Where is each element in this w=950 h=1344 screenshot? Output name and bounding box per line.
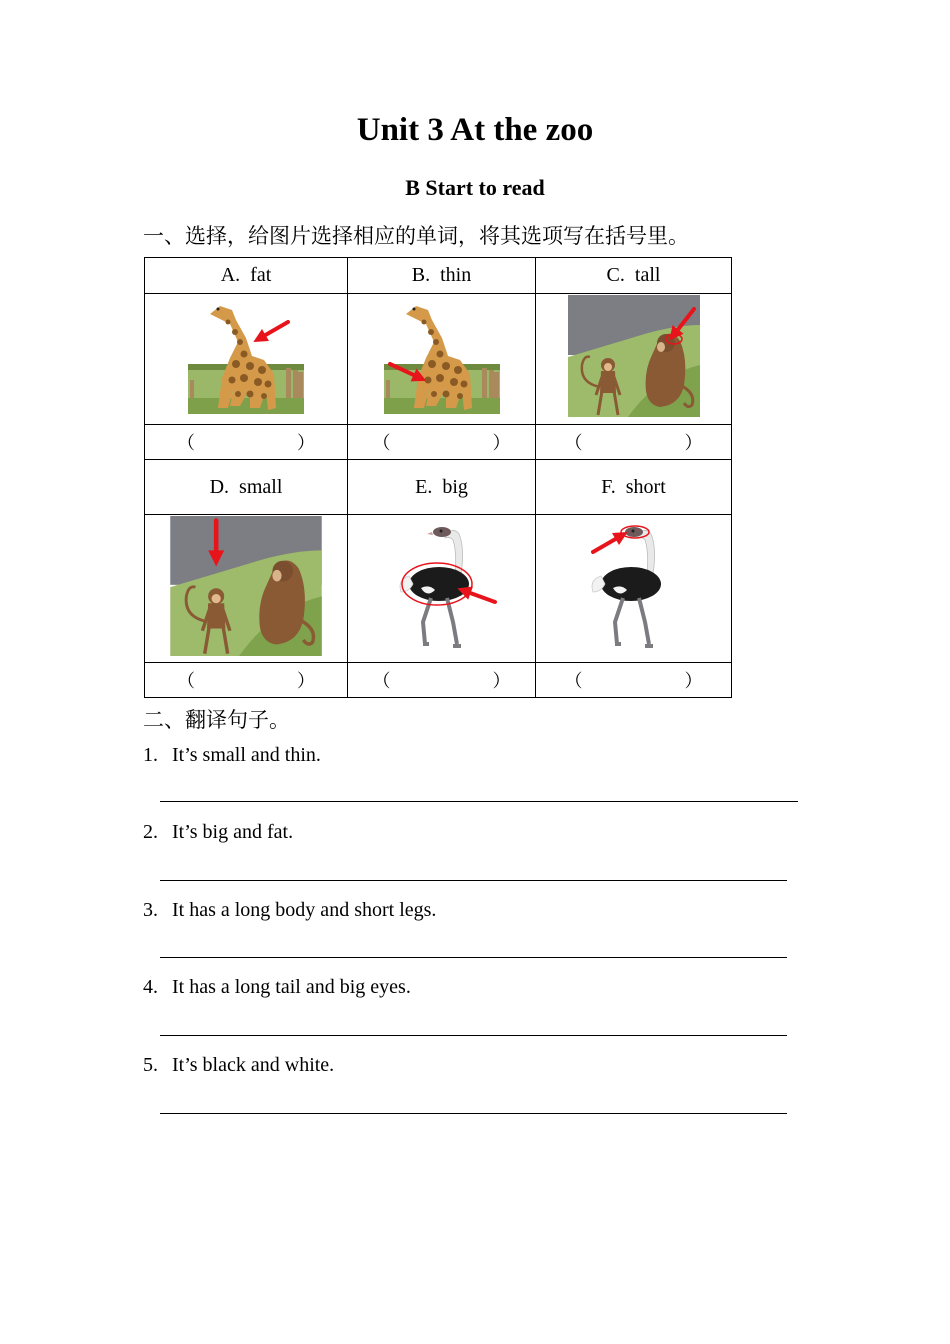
monkeys-tall-image (568, 295, 700, 417)
answer-blank[interactable]: （ ） (145, 663, 348, 698)
answer-line[interactable] (160, 880, 787, 881)
section2-heading: 二、翻译句子。 (143, 708, 290, 732)
option-e-cell (348, 460, 536, 515)
option-word: tall (634, 264, 661, 286)
option-word: small (239, 475, 283, 498)
option-letter: F. (601, 475, 616, 498)
answer-line[interactable] (160, 1035, 787, 1036)
picture-cell (536, 294, 732, 425)
sentence-item: 2. It’s big and fat. (143, 821, 294, 843)
picture-cell (348, 294, 536, 425)
answer-blank[interactable]: （ ） (536, 663, 732, 698)
answer-line[interactable] (160, 1113, 787, 1114)
option-letter: A. (220, 264, 241, 286)
option-word: fat (250, 264, 272, 286)
option-a-cell (145, 258, 348, 294)
answer-line[interactable] (160, 957, 787, 958)
answer-blank[interactable]: （ ） (536, 425, 732, 460)
picture-cell (145, 294, 348, 425)
giraffe-fat-image (188, 298, 304, 414)
option-word: short (625, 475, 666, 498)
option-letter: C. (606, 264, 625, 286)
option-letter: B. (411, 264, 431, 286)
sentence-item: 1. It’s small and thin. (143, 744, 321, 766)
option-word: big (442, 475, 468, 498)
option-f-cell (536, 460, 732, 515)
answer-blank[interactable]: （ ） (145, 425, 348, 460)
sentence-item: 4. It has a long tail and big eyes. (143, 976, 411, 998)
matching-table (144, 257, 732, 698)
picture-cell (536, 515, 732, 663)
ostrich-big-image (387, 518, 497, 654)
section1-heading: 一、选择，给图片选择相应的单词，将其选项写在括号里。 (143, 224, 689, 248)
option-d-cell (145, 460, 348, 515)
page-subtitle: B Start to read (405, 175, 545, 200)
answer-blank[interactable]: （ ） (348, 663, 536, 698)
giraffe-thin-image (384, 298, 500, 414)
option-b-cell (348, 258, 536, 294)
sentence-item: 3. It has a long body and short legs. (143, 899, 437, 921)
picture-cell (348, 515, 536, 663)
option-word: thin (440, 264, 472, 286)
sentence-item: 5. It’s black and white. (143, 1054, 335, 1076)
page-title: Unit 3 At the zoo (356, 112, 594, 148)
option-letter: D. (209, 475, 230, 498)
option-letter: E. (415, 475, 433, 498)
monkeys-small-image (168, 516, 324, 656)
picture-cell (145, 515, 348, 663)
ostrich-short-image (579, 518, 689, 654)
answer-line[interactable] (160, 801, 798, 802)
option-c-cell (536, 258, 732, 294)
answer-blank[interactable]: （ ） (348, 425, 536, 460)
